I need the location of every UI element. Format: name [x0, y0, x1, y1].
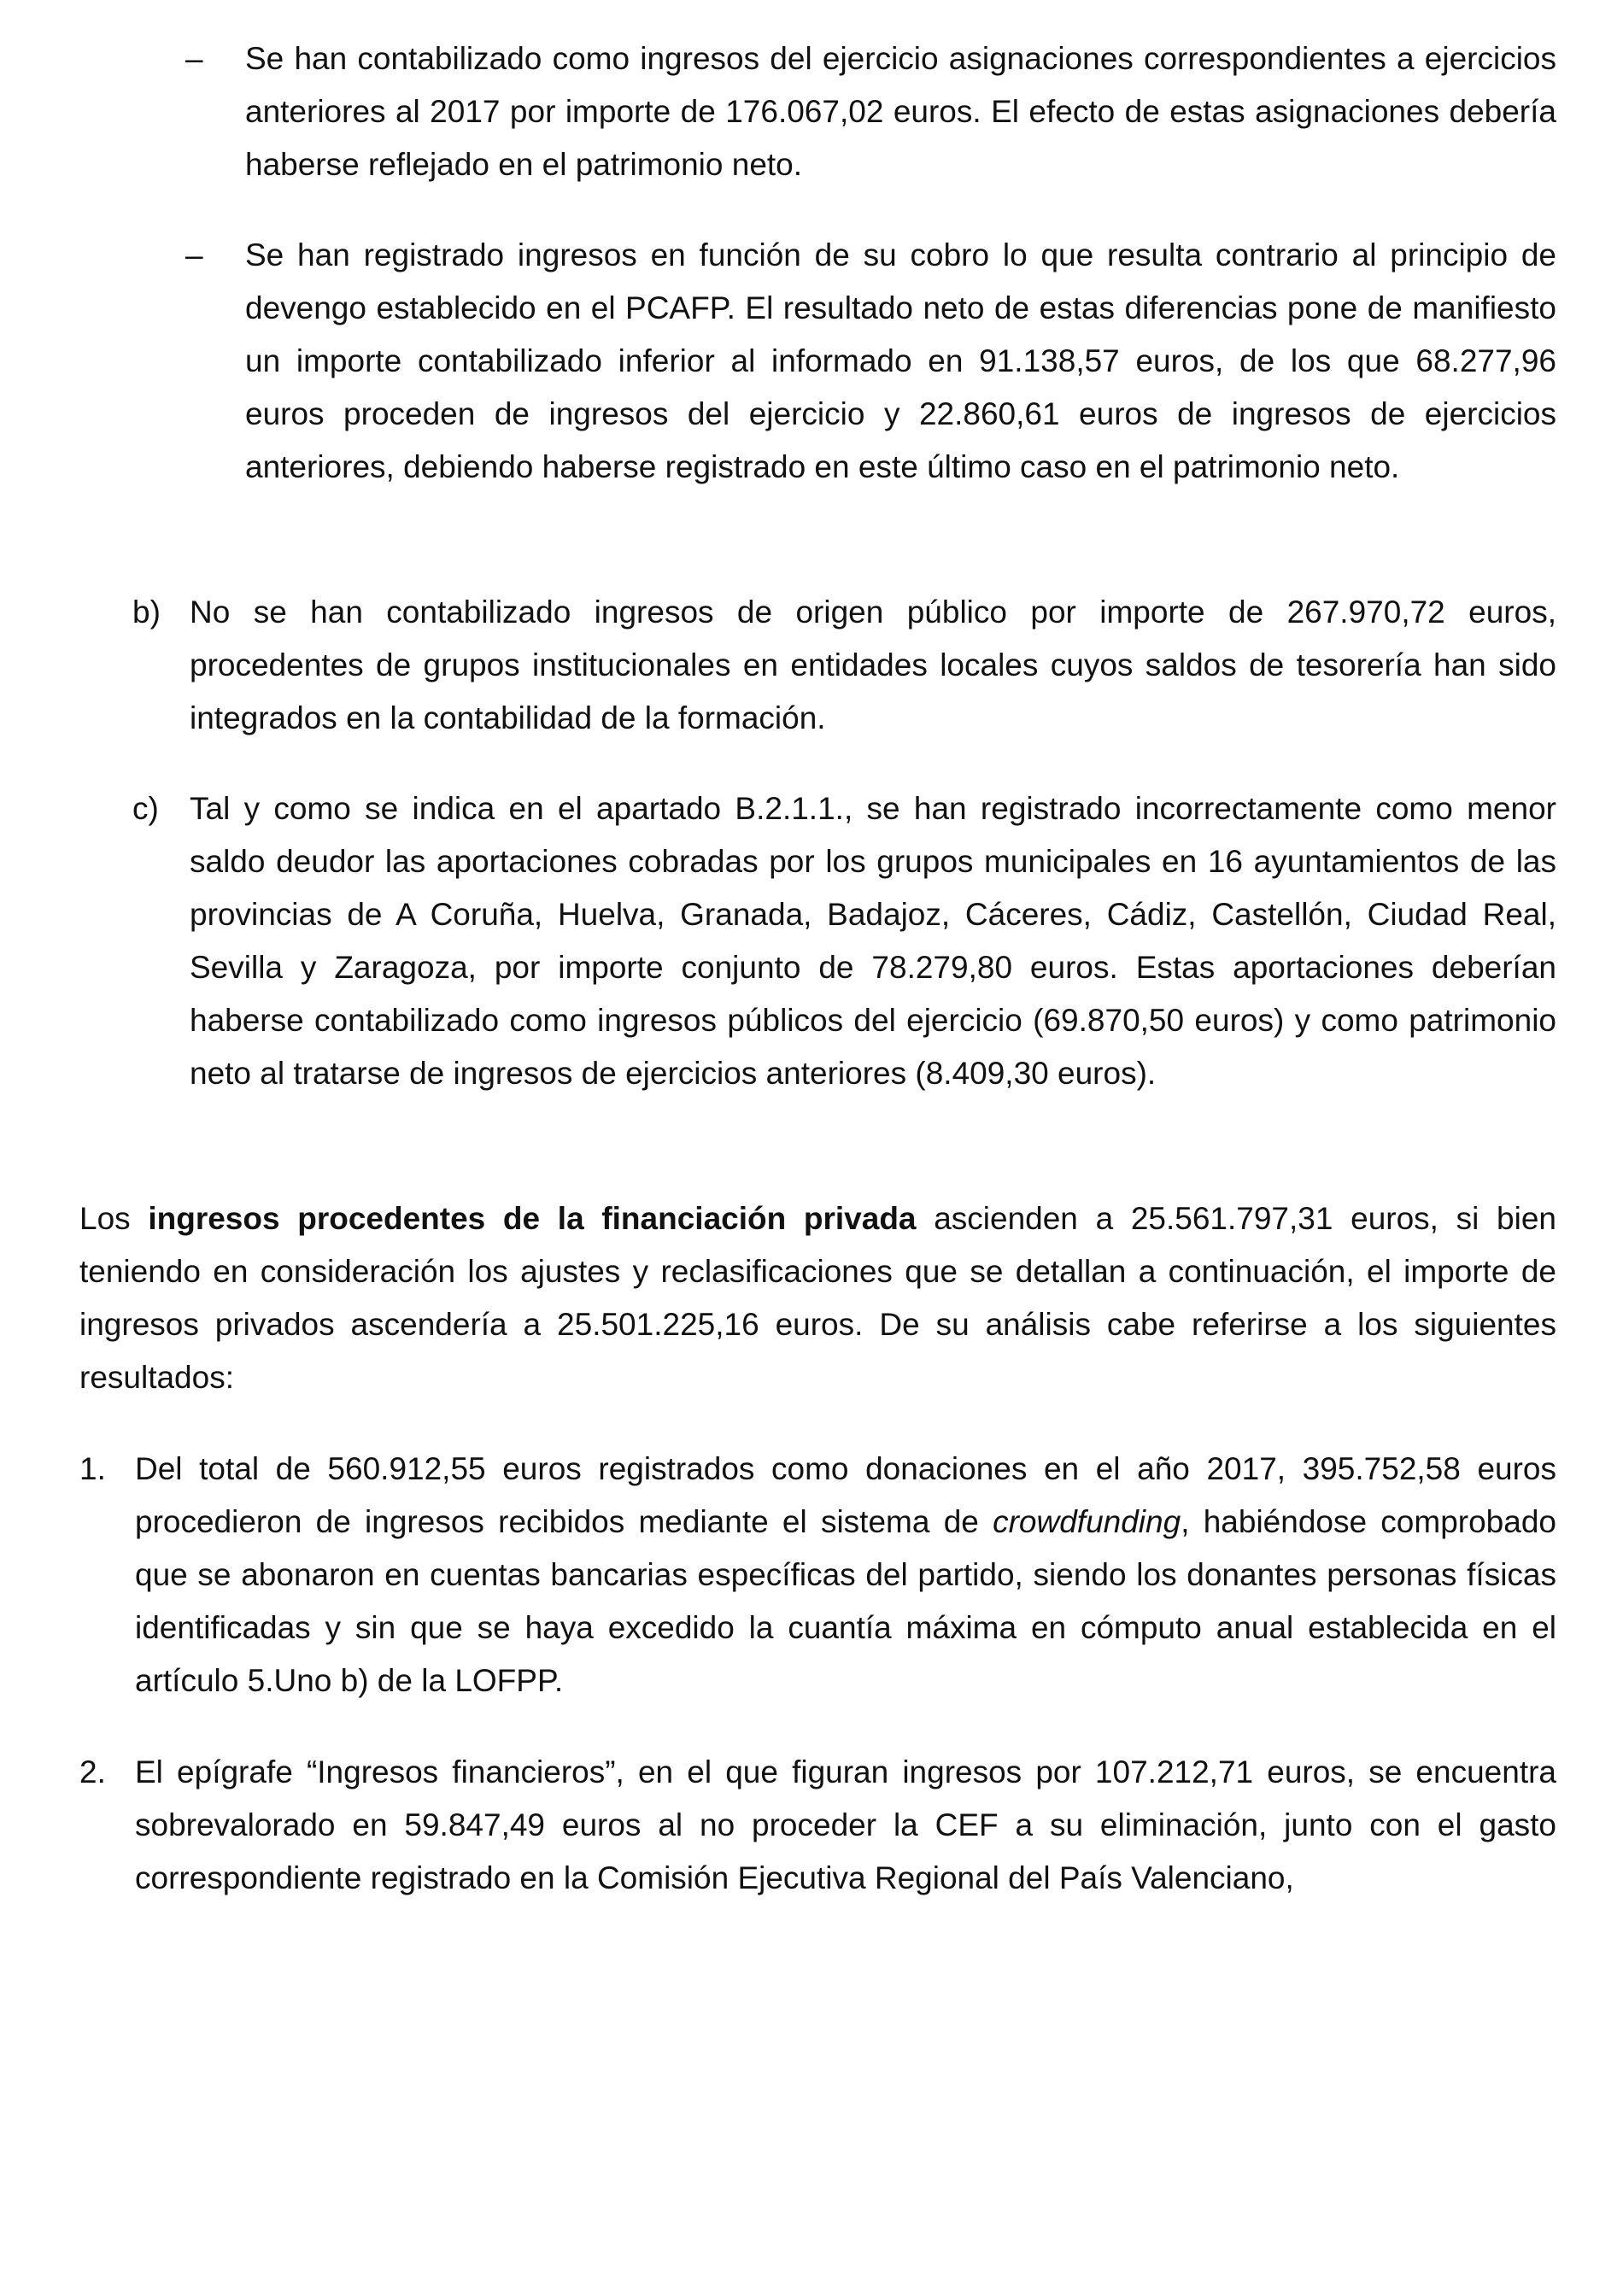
paragraph-lead: Los [79, 1201, 149, 1236]
numbered-item-lead: Del total de 560.912,55 euros registrados como donaciones en el año 2017, 395.752,58 euros procedieron de ingresos recibidos mediante el sistema de [135, 1451, 1556, 1539]
paragraph-rest: ascienden a 25.561.797,31 euros, si bien teniendo en consideración los ajustes y reclasificaciones que se detallan a continuación, el importe de ingresos privados ascendería a 25.501.225,16 euros. De su análisis cabe referirse a los siguientes resultados: [79, 1201, 1556, 1395]
numbered-item-rest: , habiéndose comprobado que se abonaron en cuentas bancarias específicas del partido, siendo los donantes personas físicas identificadas y sin que se haya excedido la cuantía máxima en cómputo anual establecida en el artículo 5.Uno b) de la LOFPP. [135, 1504, 1556, 1698]
numbered-item-italic-term: crowdfunding [993, 1504, 1181, 1539]
numbered-item-text [135, 1443, 1556, 1707]
dash-bullet: – [185, 41, 203, 76]
lettered-item-text: No se han contabilizado ingresos de origen público por importe de 267.970,72 euros, procedentes de grupos institucionales en entidades locales cuyos saldos de tesorería han sido integrados en la contabilidad de la formación. [190, 594, 1556, 735]
dash-list-item [185, 229, 1556, 494]
numbered-list-item [79, 1443, 1556, 1707]
numbered-item-text: El epígrafe “Ingresos financieros”, en el que figuran ingresos por 107.212,71 euros, se encuentra sobrevalorado en 59.847,49 euros al no proceder la CEF a su eliminación, junto con el gasto correspondiente registrado en la Comisión Ejecutiva Regional del País Valenciano, [135, 1754, 1556, 1895]
list-letter: b) [132, 594, 161, 630]
list-letter: c) [132, 791, 159, 826]
paragraph-bold-phrase: ingresos procedentes de la financiación privada [148, 1201, 917, 1236]
dash-item-text: Se han registrado ingresos en función de su cobro lo que resulta contrario al principio de devengo establecido en el PCAFP. El resultado neto de estas diferencias pone de manifiesto un importe contabilizado inferior al informado en 91.138,57 euros, de los que 68.277,96 euros proceden de ingresos del ejercicio y 22.860,61 euros de ingresos de ejercicios anteriores, debiendo haberse registrado en este último caso en el patrimonio neto. [245, 237, 1556, 484]
numbered-list-item [79, 1746, 1556, 1905]
dash-bullet: – [185, 237, 203, 272]
dash-item-text: Se han contabilizado como ingresos del ejercicio asignaciones correspondientes a ejercicios anteriores al 2017 por importe de 176.067,02 euros. El efecto de estas asignaciones debería haberse reflejado en el patrimonio neto. [245, 41, 1556, 182]
dash-list-item [185, 32, 1556, 191]
list-number: 2. [79, 1754, 106, 1789]
body-paragraph [79, 1192, 1556, 1404]
paragraph-text [79, 1192, 1556, 1404]
list-number: 1. [79, 1451, 106, 1486]
lettered-list-item [132, 782, 1556, 1100]
lettered-item-text: Tal y como se indica en el apartado B.2.1.1., se han registrado incorrectamente como menor saldo deudor las aportaciones cobradas por los grupos municipales en 16 ayuntamientos de las provincias de A Coruña, Huelva, Granada, Badajoz, Cáceres, Cádiz, Castellón, Ciudad Real, Sevilla y Zaragoza, por importe conjunto de 78.279,80 euros. Estas aportaciones deberían haberse contabilizado como ingresos públicos del ejercicio (69.870,50 euros) y como patrimonio neto al tratarse de ingresos de ejercicios anteriores (8.409,30 euros). [190, 791, 1556, 1091]
lettered-list-item [132, 586, 1556, 745]
